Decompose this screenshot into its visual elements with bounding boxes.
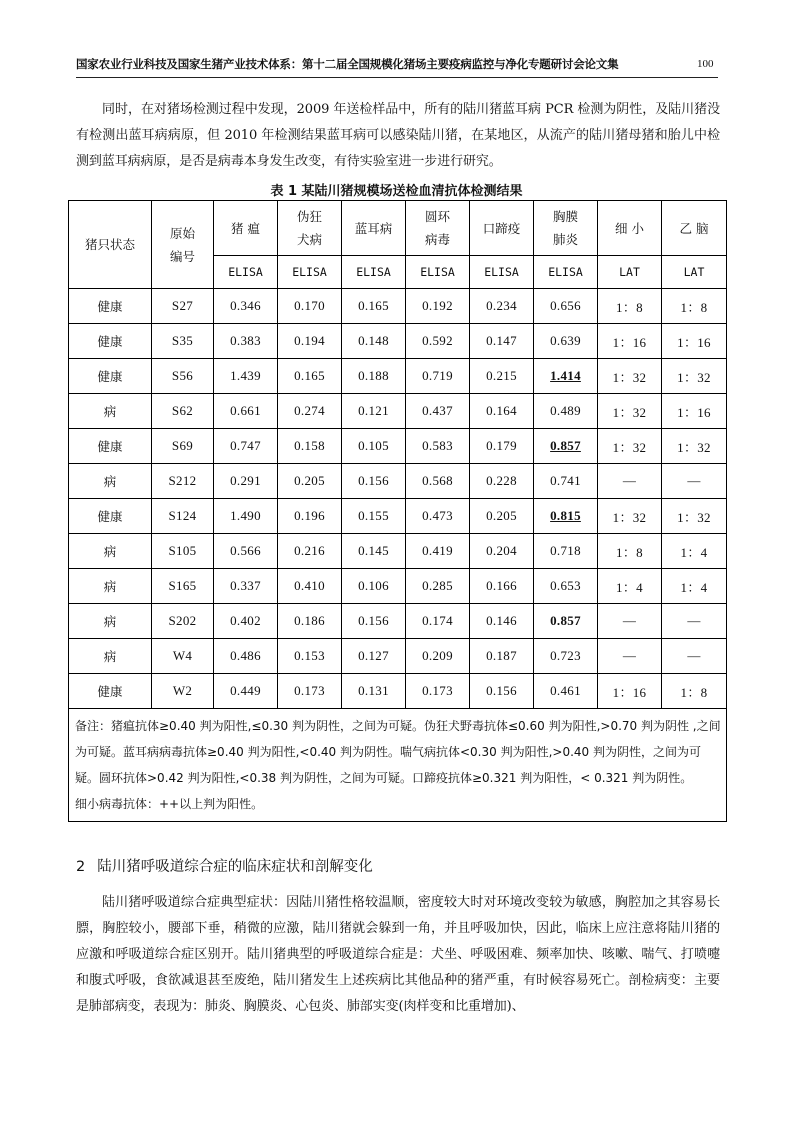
row-value: 0.146 <box>470 604 534 639</box>
header-id-label: 原始 编号 <box>169 225 195 264</box>
row-value: 0.741 <box>534 464 598 499</box>
row-value: 1：32 <box>662 499 727 534</box>
header-col <box>534 201 598 256</box>
row-status: 健康 <box>69 324 152 359</box>
row-value: 1：8 <box>662 289 727 324</box>
table-notes <box>69 709 727 822</box>
header-col: 口蹄疫 <box>470 201 534 256</box>
row-value: 1：16 <box>662 324 727 359</box>
table-row <box>69 394 727 429</box>
header-col <box>278 201 342 256</box>
paragraph-1: 同时，在对猪场检测过程中发现，2009 年送检样品中，所有的陆川猪蓝耳病 PCR 检测为阴性，及陆川猪没有检测出蓝耳病病原，但 2010 年检测结果蓝耳病可以感染陆川猪，在某地区，从流产的陆川猪母猪和胎儿中检测到蓝耳病病原，是否是病毒本身发生改变，有待实验室进一步进行研究。 <box>76 102 720 169</box>
row-value: 0.346 <box>214 289 278 324</box>
row-value: 1：16 <box>598 674 662 709</box>
table-row <box>69 639 727 674</box>
row-value: 0.156 <box>342 464 406 499</box>
row-value: 0.486 <box>214 639 278 674</box>
table-note: 备注：猪瘟抗体≥0.40 判为阳性,≤0.30 判为阴性，之间为可疑。伪狂犬野毒抗体≤0.60 判为阳性,>0.70 判为阴性 ,之间为可疑。蓝耳病病毒抗体≥0.40 判为阳性,<0.40 判为阴性。喘气病抗体<0.30 判为阳性,>0.40 判为阴性，之间为可疑。圆环抗体>0.42 判为阳性,<0.38 判为阴性，之间为可疑。口蹄疫抗体≥0.321 判为阳性，< 0.321 判为阴性。 <box>75 719 721 785</box>
row-value: 1.414 <box>534 359 598 394</box>
header-col-label: 圆环 病毒 <box>424 209 450 247</box>
row-value: 0.165 <box>278 359 342 394</box>
row-value: 0.285 <box>406 569 470 604</box>
row-value: 0.473 <box>406 499 470 534</box>
row-value: 0.568 <box>406 464 470 499</box>
method-label: LAT <box>598 256 662 289</box>
row-value: 0.166 <box>470 569 534 604</box>
row-id: W4 <box>152 639 214 674</box>
row-value: 0.145 <box>342 534 406 569</box>
antibody-results-table <box>68 200 727 822</box>
row-value: 0.419 <box>406 534 470 569</box>
row-value: 0.153 <box>278 639 342 674</box>
row-value: 1：4 <box>598 569 662 604</box>
table-row <box>69 604 727 639</box>
row-value: 1：8 <box>598 534 662 569</box>
row-value: 1：32 <box>662 429 727 464</box>
row-status: 健康 <box>69 289 152 324</box>
row-value: 0.165 <box>342 289 406 324</box>
table-row <box>69 534 727 569</box>
header-id <box>152 201 214 289</box>
row-value: 0.291 <box>214 464 278 499</box>
row-value: 0.204 <box>470 534 534 569</box>
row-id: S62 <box>152 394 214 429</box>
row-value: 0.583 <box>406 429 470 464</box>
paragraph-2: 陆川猪呼吸道综合症典型症状：因陆川猪性格较温顺，密度较大时对环境改变较为敏感，胸腔加之其容易长膘，胸腔较小，腰部下垂，稍微的应激，陆川猪就会躲到一角，并且呼吸加快，因此，临床上应注意将陆川猪的应激和呼吸道综合症区别开。陆川猪典型的呼吸道综合症是：犬坐、呼吸困难、频率加快、咳嗽、喘气、打喷嚏和腹式呼吸，食欲减退甚至废绝，陆川猪发生上述疾病比其他品种的猪严重，有时候容易死亡。剖检病变：主要是肺部病变，表现为：肺炎、胸膜炎、心包炎、肺部实变(肉样变和比重增加)、 <box>76 895 720 1014</box>
header-col: 细 小 <box>598 201 662 256</box>
row-value: 0.215 <box>470 359 534 394</box>
row-status: 病 <box>69 394 152 429</box>
method-label: ELISA <box>470 256 534 289</box>
table-row <box>69 359 727 394</box>
row-value: 0.156 <box>470 674 534 709</box>
row-id: S212 <box>152 464 214 499</box>
row-value: 0.173 <box>406 674 470 709</box>
row-status: 病 <box>69 534 152 569</box>
row-value: 1：16 <box>662 394 727 429</box>
row-value: 0.205 <box>278 464 342 499</box>
row-value: 0.216 <box>278 534 342 569</box>
row-value: 0.105 <box>342 429 406 464</box>
row-status: 健康 <box>69 499 152 534</box>
row-value: 1.490 <box>214 499 278 534</box>
row-value: 1：8 <box>662 674 727 709</box>
row-value: 0.148 <box>342 324 406 359</box>
row-value: 0.815 <box>534 499 598 534</box>
header-col-label: 胸膜 肺炎 <box>552 209 578 247</box>
row-id: S56 <box>152 359 214 394</box>
row-status: 健康 <box>69 359 152 394</box>
row-value: — <box>598 604 662 639</box>
row-value: 1：32 <box>598 499 662 534</box>
table-row <box>69 429 727 464</box>
row-value: 0.723 <box>534 639 598 674</box>
table-row <box>69 289 727 324</box>
page-number: 100 <box>697 58 714 70</box>
section-number: 2 <box>76 859 86 875</box>
row-value: 0.747 <box>214 429 278 464</box>
row-value: 0.194 <box>278 324 342 359</box>
header-col: 蓝耳病 <box>342 201 406 256</box>
row-value: 0.147 <box>470 324 534 359</box>
row-value: 0.164 <box>470 394 534 429</box>
header-col <box>406 201 470 256</box>
row-value: 0.174 <box>406 604 470 639</box>
row-status: 病 <box>69 569 152 604</box>
header-status: 猪只状态 <box>69 201 152 289</box>
row-value: 0.639 <box>534 324 598 359</box>
row-value: 0.489 <box>534 394 598 429</box>
row-value: 0.383 <box>214 324 278 359</box>
row-value: 0.106 <box>342 569 406 604</box>
method-label: ELISA <box>214 256 278 289</box>
row-value: 0.187 <box>470 639 534 674</box>
section-title: 陆川猪呼吸道综合症的临床症状和剖解变化 <box>97 859 373 875</box>
row-value: 0.410 <box>278 569 342 604</box>
row-value: 0.121 <box>342 394 406 429</box>
row-value: 0.131 <box>342 674 406 709</box>
row-value: 1：4 <box>662 534 727 569</box>
row-value: 0.196 <box>278 499 342 534</box>
row-value: 0.155 <box>342 499 406 534</box>
row-value: 0.437 <box>406 394 470 429</box>
row-value: 0.158 <box>278 429 342 464</box>
row-value: 0.656 <box>534 289 598 324</box>
table-row <box>69 569 727 604</box>
row-value: 0.661 <box>214 394 278 429</box>
row-value: 1：32 <box>662 359 727 394</box>
row-value: 0.857 <box>534 429 598 464</box>
row-value: 0.188 <box>342 359 406 394</box>
table-note: 细小病毒抗体：++以上判为阳性。 <box>75 797 264 811</box>
table-row <box>69 499 727 534</box>
method-label: LAT <box>662 256 727 289</box>
row-value: 0.156 <box>342 604 406 639</box>
table-row <box>69 324 727 359</box>
row-status: 健康 <box>69 674 152 709</box>
row-value: — <box>662 604 727 639</box>
row-value: — <box>662 464 727 499</box>
method-label: ELISA <box>278 256 342 289</box>
row-value: — <box>662 639 727 674</box>
row-value: 0.186 <box>278 604 342 639</box>
row-value: 0.857 <box>534 604 598 639</box>
row-value: 0.179 <box>470 429 534 464</box>
row-value: 1.439 <box>214 359 278 394</box>
row-value: 1：16 <box>598 324 662 359</box>
row-value: 1：4 <box>662 569 727 604</box>
row-value: 0.337 <box>214 569 278 604</box>
running-header: 国家农业行业科技及国家生猪产业技术体系：第十二届全国规模化猪场主要疫病监控与净化专题研讨会论文集 <box>76 57 619 71</box>
row-value: 0.205 <box>470 499 534 534</box>
row-value: 0.653 <box>534 569 598 604</box>
header-col: 猪 瘟 <box>214 201 278 256</box>
table-row <box>69 464 727 499</box>
header-rule <box>76 77 718 78</box>
method-label: ELISA <box>406 256 470 289</box>
row-value: 0.592 <box>406 324 470 359</box>
row-id: S35 <box>152 324 214 359</box>
row-value: 0.228 <box>470 464 534 499</box>
row-value: 0.209 <box>406 639 470 674</box>
row-id: S105 <box>152 534 214 569</box>
row-value: — <box>598 639 662 674</box>
row-value: 1：8 <box>598 289 662 324</box>
row-value: 1：32 <box>598 394 662 429</box>
row-value: 0.718 <box>534 534 598 569</box>
row-id: S202 <box>152 604 214 639</box>
row-value: 0.192 <box>406 289 470 324</box>
row-value: 0.461 <box>534 674 598 709</box>
row-value: 1：32 <box>598 359 662 394</box>
section-heading <box>76 855 373 876</box>
row-status: 病 <box>69 604 152 639</box>
row-id: S165 <box>152 569 214 604</box>
row-value: 0.449 <box>214 674 278 709</box>
row-value: 0.402 <box>214 604 278 639</box>
row-id: S27 <box>152 289 214 324</box>
row-value: 0.566 <box>214 534 278 569</box>
row-value: — <box>598 464 662 499</box>
method-label: ELISA <box>534 256 598 289</box>
row-value: 1：32 <box>598 429 662 464</box>
row-value: 0.127 <box>342 639 406 674</box>
table-row <box>69 674 727 709</box>
row-value: 0.234 <box>470 289 534 324</box>
row-status: 病 <box>69 639 152 674</box>
row-id: S124 <box>152 499 214 534</box>
row-id: W2 <box>152 674 214 709</box>
row-id: S69 <box>152 429 214 464</box>
header-col-label: 伪狂 犬病 <box>296 209 322 247</box>
row-value: 0.719 <box>406 359 470 394</box>
row-value: 0.170 <box>278 289 342 324</box>
row-status: 病 <box>69 464 152 499</box>
row-value: 0.173 <box>278 674 342 709</box>
row-value: 0.274 <box>278 394 342 429</box>
header-col: 乙 脑 <box>662 201 727 256</box>
method-label: ELISA <box>342 256 406 289</box>
table-title: 表 1 某陆川猪规模场送检血清抗体检测结果 <box>270 184 523 199</box>
row-status: 健康 <box>69 429 152 464</box>
